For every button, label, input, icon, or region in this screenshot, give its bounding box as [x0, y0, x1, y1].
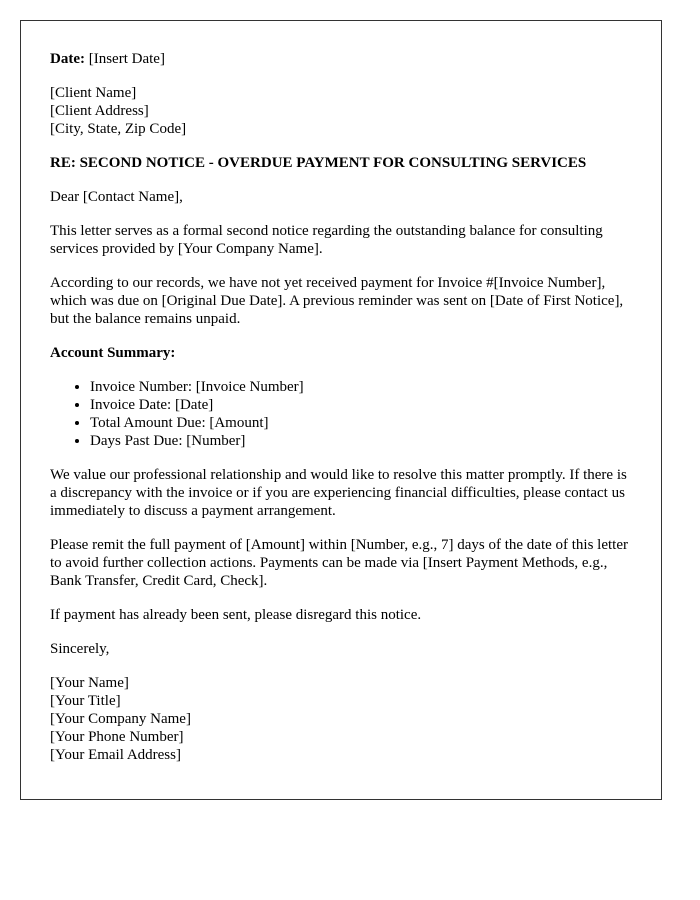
signature-title: [Your Title] — [50, 693, 121, 709]
account-summary-list — [50, 378, 632, 450]
signature-name: [Your Name] — [50, 675, 129, 691]
date-value: [Insert Date] — [88, 51, 165, 67]
client-address: [Client Address] — [50, 103, 149, 119]
signature-company: [Your Company Name] — [50, 711, 191, 727]
date-line — [50, 50, 632, 68]
client-name: [Client Name] — [50, 85, 137, 101]
intro-paragraph: This letter serves as a formal second notice regarding the outstanding balance for consulting services provided by [Your Company Name]. — [50, 223, 603, 257]
subject-line: RE: SECOND NOTICE - OVERDUE PAYMENT FOR CONSULTING SERVICES — [50, 155, 587, 171]
salutation: Dear [Contact Name], — [50, 189, 183, 205]
summary-item-total-amount: • Total Amount Due: [Amount] — [90, 414, 632, 432]
summary-item-invoice-number: • Invoice Number: [Invoice Number] — [90, 378, 632, 396]
records-paragraph: According to our records, we have not yet received payment for Invoice #[Invoice Number], which was due on [Original Due Date]. A previous reminder was sent on [Date of First Notice], but the balance remains unpaid. — [50, 275, 624, 327]
signature-phone: [Your Phone Number] — [50, 729, 184, 745]
disregard-paragraph: If payment has already been sent, please disregard this notice. — [50, 607, 422, 623]
summary-item-days-past-due: • Days Past Due: [Number] — [90, 432, 632, 450]
signoff: Sincerely, — [50, 641, 110, 657]
signature-email: [Your Email Address] — [50, 747, 181, 763]
signature-block — [50, 674, 632, 764]
remit-paragraph: Please remit the full payment of [Amount] within [Number, e.g., 7] days of the date of this letter to avoid further collection actions. Payments can be made via [Insert Payment Methods, e.g., Bank Transfer, Credit Card, Check]. — [50, 537, 628, 589]
recipient-address-block — [50, 84, 632, 138]
letter-container — [20, 20, 662, 800]
client-city-state-zip: [City, State, Zip Code] — [50, 121, 187, 137]
summary-item-invoice-date: • Invoice Date: [Date] — [90, 396, 632, 414]
date-label: Date: — [50, 51, 85, 67]
account-summary-heading: Account Summary: — [50, 345, 176, 361]
relationship-paragraph: We value our professional relationship and would like to resolve this matter promptly. If there is a discrepancy with the invoice or if you are experiencing financial difficulties, please contact us immediately to discuss a payment arrangement. — [50, 467, 627, 519]
